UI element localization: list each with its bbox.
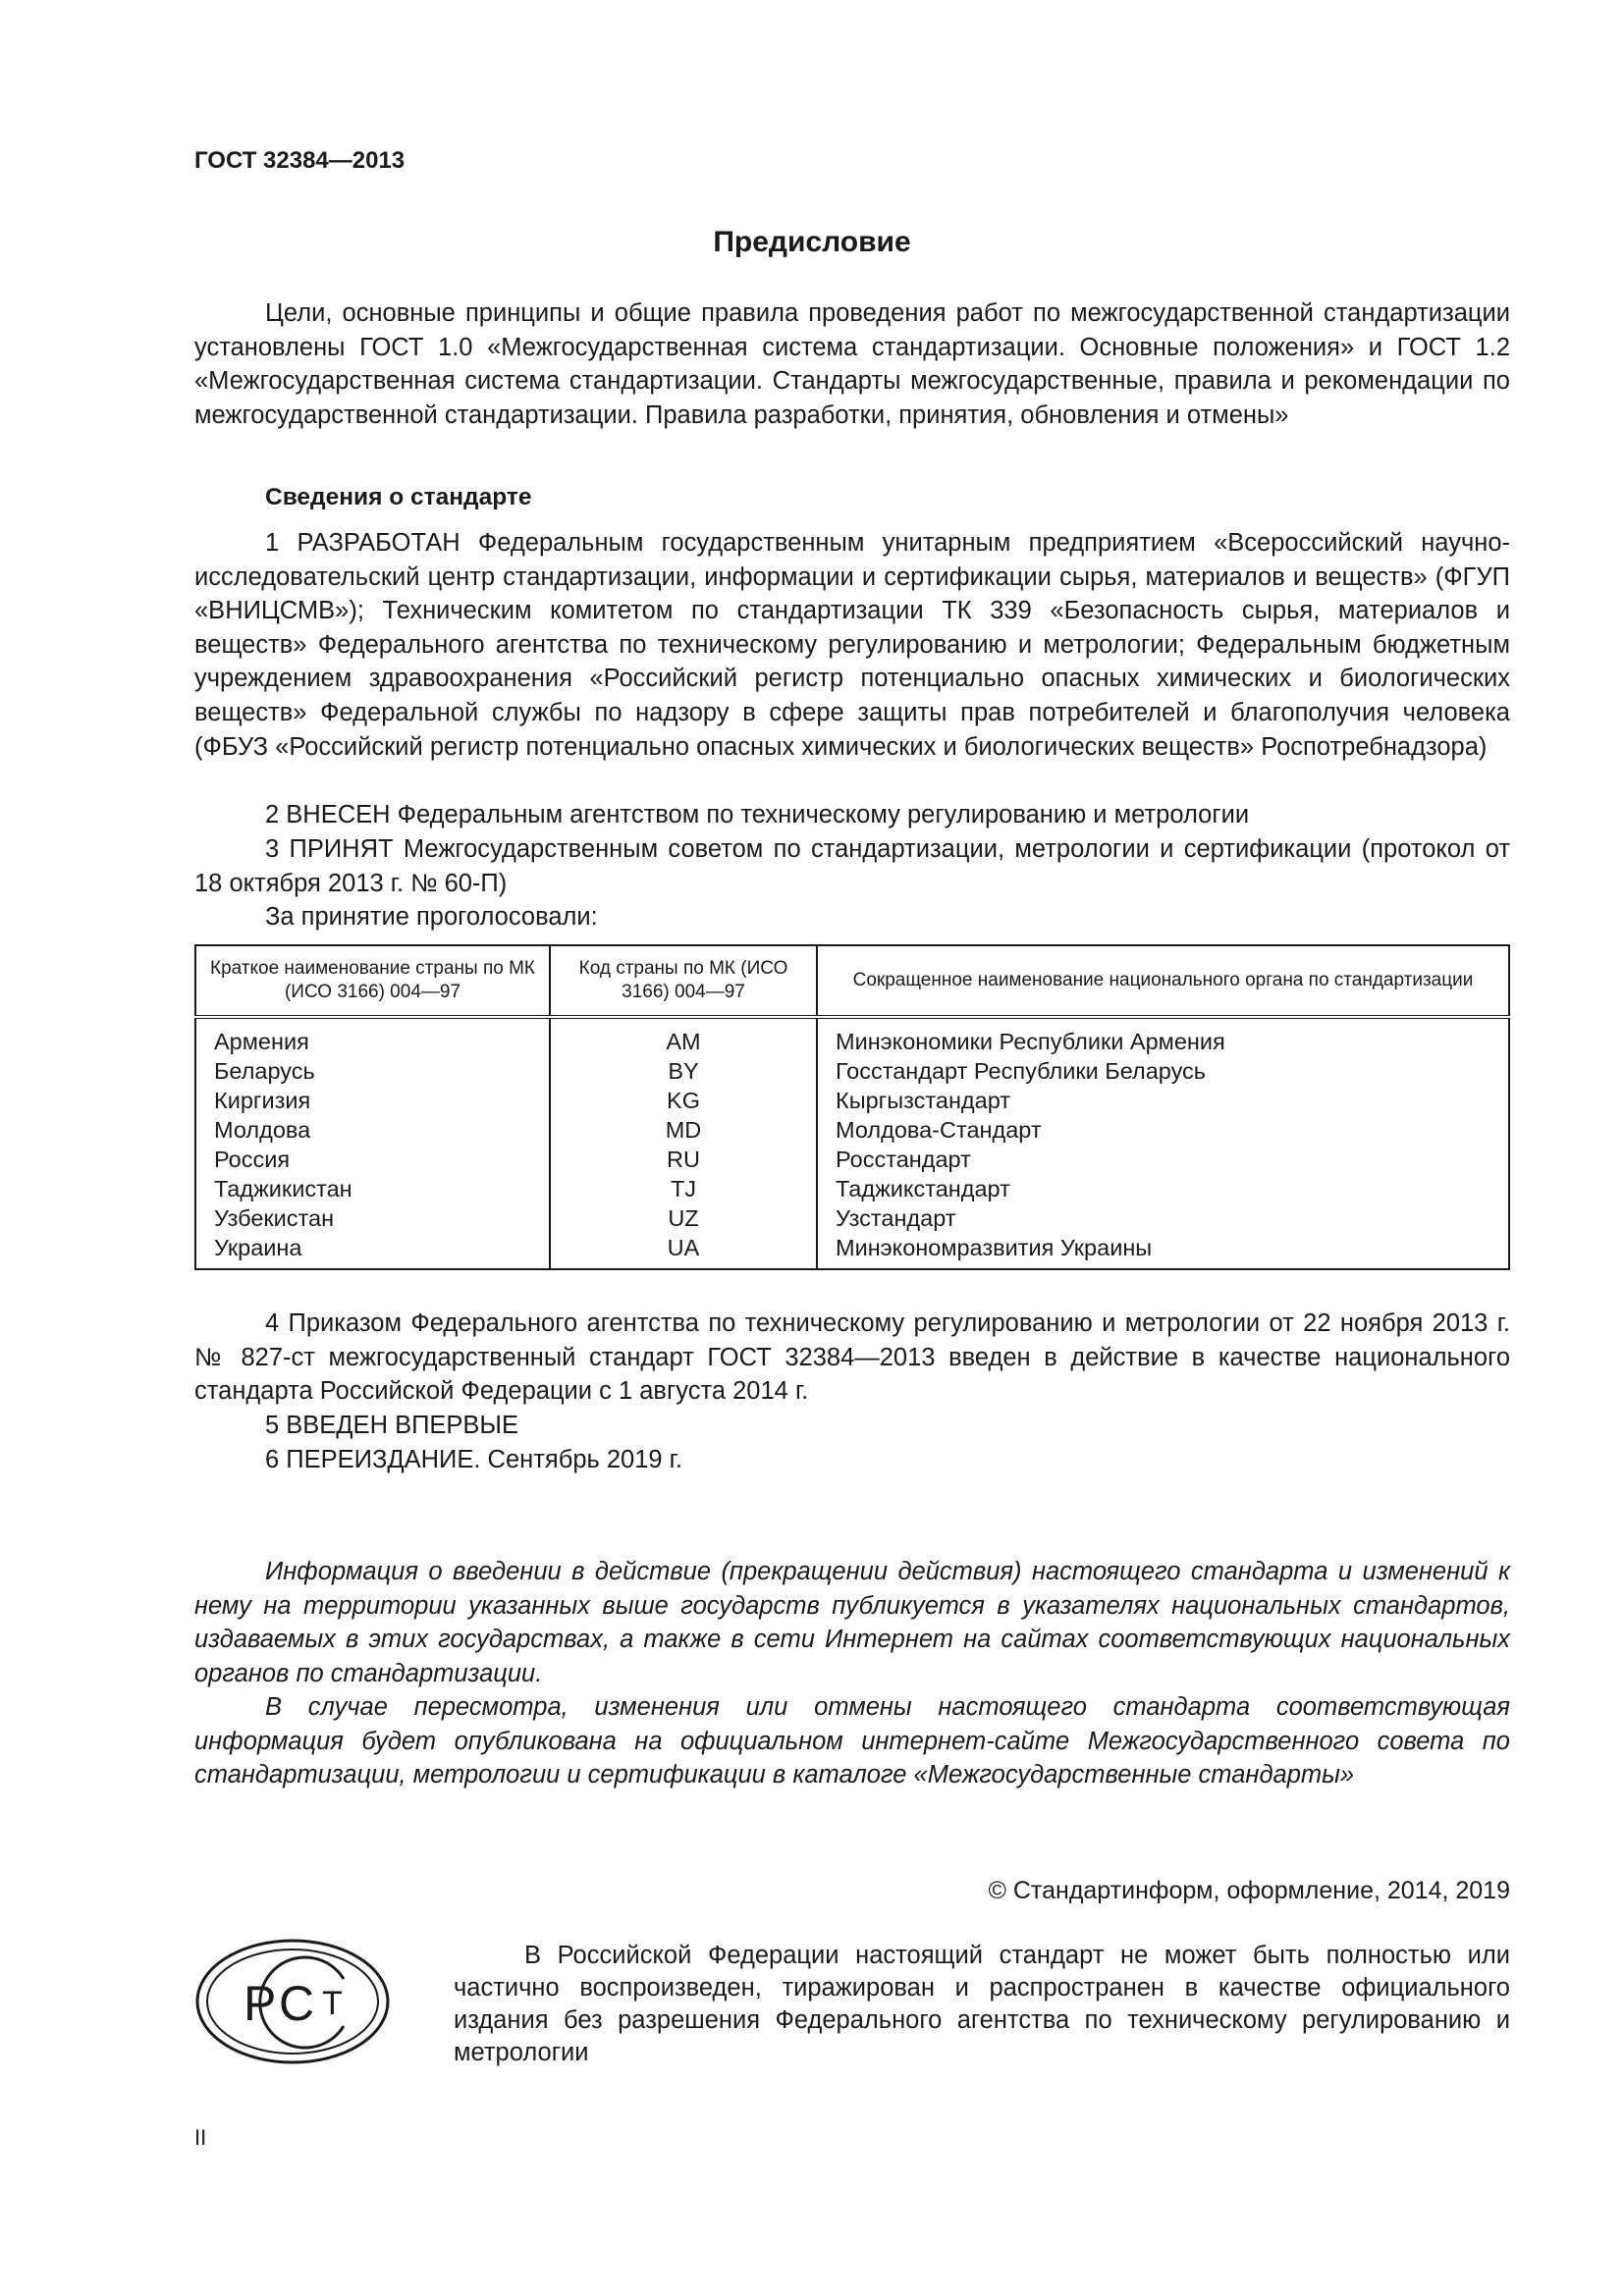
table-header-body: Сокращенное наименование национального органа по стандартизации xyxy=(852,970,1474,990)
info-heading: Сведения о стандарте xyxy=(265,484,532,510)
logo-letter-t: Т xyxy=(322,1985,343,2022)
item-order: 4 Приказом Федерального агентства по техническому регулированию и метрологии от 22 ноября 2013 г. № 827-ст межгосударственный стандарт ГОСТ 32384—2013 введен в действие в качестве национального стандарта Российской Федерации с 1 августа 2014 г. xyxy=(194,1309,1510,1406)
country-cell: Россия xyxy=(195,1145,550,1174)
table-row xyxy=(195,1203,1509,1233)
code-cell: BY xyxy=(550,1056,817,1086)
copyright: © Стандартинформ, оформление, 2014, 2019 xyxy=(988,1877,1510,1904)
country-cell: Киргизия xyxy=(195,1086,550,1115)
table-row xyxy=(195,1145,1509,1174)
code-cell: KG xyxy=(550,1086,817,1115)
standard-id: ГОСТ 32384—2013 xyxy=(194,147,406,174)
code-cell: MD xyxy=(550,1115,817,1145)
country-cell: Украина xyxy=(195,1233,550,1269)
table-row xyxy=(195,1056,1509,1086)
body-cell: Кыргызстандарт xyxy=(836,1088,1011,1113)
table-row xyxy=(195,1017,1509,1056)
code-cell: RU xyxy=(550,1145,817,1174)
body-cell: Минэкономики Республики Армения xyxy=(836,1029,1225,1054)
body-cell: Минэкономразвития Украины xyxy=(836,1235,1153,1260)
country-cell: Узбекистан xyxy=(195,1203,550,1233)
item-developed: 1 РАЗРАБОТАН Федеральным государственным унитарным предприятием «Всероссийский научно-исследовательский центр стандартизации, информации и сертификации сырья, материалов и веществ» (ФГУП «ВНИЦСМВ»); Техническим комитетом по стандартизации ТК 339 «Безопасность сырья, материалов и веществ» Федерального агентства по техническому регулированию и метрологии; Федеральным бюджетным учреждением здравоохранения «Российский регистр потенциально опасных химических и биологических веществ» Федеральной службы по надзору в сфере защиты прав потребителей и благополучия человека (ФБУЗ «Российский регистр потенциально опасных химических и биологических веществ» Роспотребнадзора) xyxy=(194,529,1510,761)
item-reissue: 6 ПЕРЕИЗДАНИЕ. Сентябрь 2019 г. xyxy=(265,1446,682,1473)
body-cell: Молдова-Стандарт xyxy=(836,1117,1042,1143)
table-row xyxy=(195,1174,1509,1203)
body-cell: Узстандарт xyxy=(836,1205,956,1231)
body-cell: Росстандарт xyxy=(836,1147,971,1172)
page-number: II xyxy=(194,2125,207,2150)
table-row xyxy=(195,1233,1509,1269)
code-cell: AM xyxy=(550,1017,817,1056)
page-title: Предисловие xyxy=(713,226,911,258)
country-cell: Молдова xyxy=(195,1115,550,1145)
table-row xyxy=(195,1086,1509,1115)
pct-certification-mark-icon xyxy=(194,1938,391,2065)
intro-paragraph: Цели, основные принципы и общие правила проведения работ по межгосударственной стандартизации установлены ГОСТ 1.0 «Межгосударственная система стандартизации. Основные положения» и ГОСТ 1.2 «Межгосударственная система стандартизации. Стандарты межгосударственные, правила и рекомендации по межгосударственной стандартизации. Правила разработки, принятия, обновления и отмены» xyxy=(194,299,1510,429)
country-cell: Беларусь xyxy=(195,1056,550,1086)
item-accepted: 3 ПРИНЯТ Межгосударственным советом по стандартизации, метрологии и сертификации (протокол от 18 октября 2013 г. № 60-П) xyxy=(194,835,1510,897)
voting-table xyxy=(194,944,1510,1270)
table-header-row xyxy=(195,945,1509,1017)
copyright-notice: В Российской Федерации настоящий стандарт не может быть полностью или частично воспроизведен, тиражирован и распространен в качестве официального издания без разрешения Федерального агентства по техническому регулированию и метрологии xyxy=(454,1942,1510,2066)
code-cell: UZ xyxy=(550,1203,817,1233)
item-first: 5 ВВЕДЕН ВПЕРВЫЕ xyxy=(265,1412,519,1439)
note-info: Информация о введении в действие (прекращении действия) настоящего стандарта и изменений к нему на территории указанных выше государств публикуется в указателях национальных стандартов, издаваемых в этих государствах, а также в сети Интернет на сайтах соответствующих национальных органов по стандартизации. xyxy=(194,1558,1510,1687)
body-cell: Таджикстандарт xyxy=(836,1176,1010,1201)
table-header-code: Код страны по МК (ИСО 3166) 004—97 xyxy=(550,945,817,1017)
country-cell: Таджикистан xyxy=(195,1174,550,1203)
logo-letter-r: Р xyxy=(244,1976,277,2031)
table-header-country: Краткое наименование страны по МК (ИСО 3166) 004—97 xyxy=(195,945,550,1017)
country-cell: Армения xyxy=(195,1017,550,1056)
code-cell: TJ xyxy=(550,1174,817,1203)
item-voted: За принятие проголосовали: xyxy=(265,903,598,931)
body-cell: Госстандарт Республики Беларусь xyxy=(836,1058,1207,1084)
note-revision: В случае пересмотра, изменения или отмены настоящего стандарта соответствующая информация будет опубликована на официальном интернет-сайте Межгосударственного совета по стандартизации, метрологии и сертификации в каталоге «Межгосударственные стандарты» xyxy=(194,1693,1510,1789)
logo-letter-s: С xyxy=(279,1976,315,2031)
code-cell: UA xyxy=(550,1233,817,1269)
item-introduced: 2 ВНЕСЕН Федеральным агентством по техническому регулированию и метрологии xyxy=(265,801,1250,828)
table-row xyxy=(195,1115,1509,1145)
